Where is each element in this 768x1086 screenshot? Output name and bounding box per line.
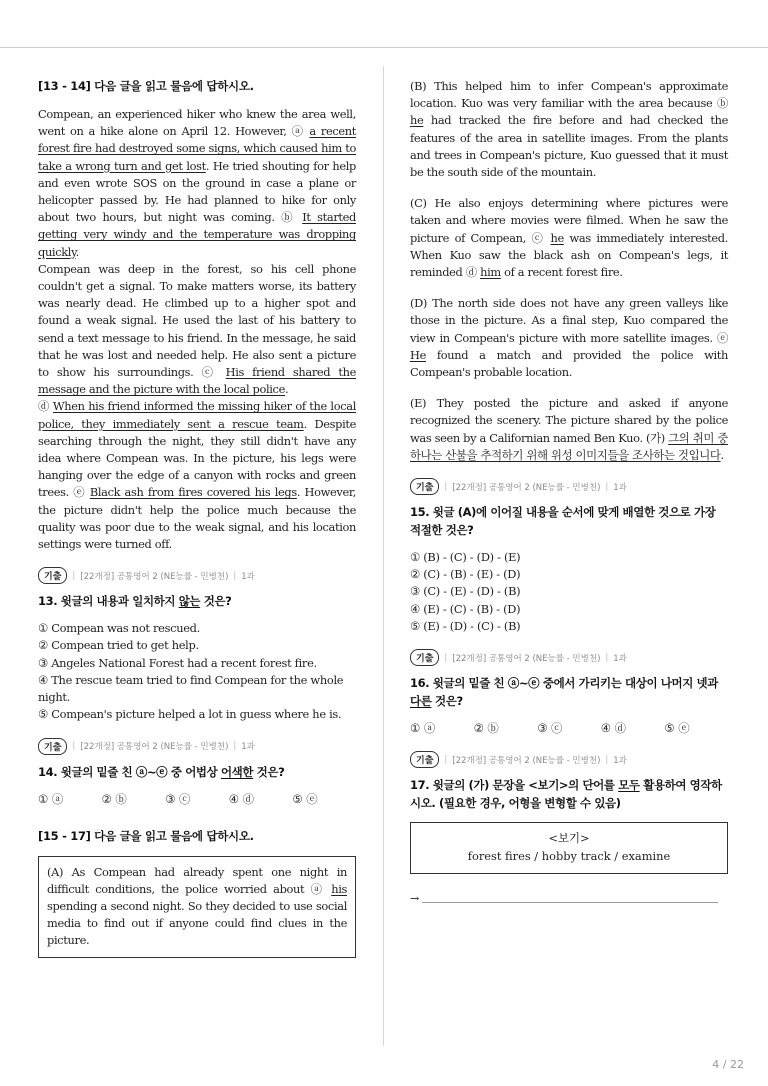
q16-option-1[interactable]: ① ⓐ <box>410 721 436 736</box>
passage-paragraph-c: (C) He also enjoys determining where pictures were taken and where movies were filmed. When he saw the picture of Compean, ⓒ he was immediately interested. When Kuo saw the black ash on Compean's legs, it reminded ⓓ him of a recent forest fire. <box>410 196 728 280</box>
underline-b: It started getting very windy and the temperature was dropping quickly <box>38 210 356 259</box>
q13-option-1[interactable]: ① Compean was not rescued. <box>38 621 200 636</box>
q16-options <box>410 720 728 737</box>
passage-paragraph-3: ⓓ When his friend informed the missing hiker of the local police, they immediately sent a rescue team. Despite searching through the night, they still didn't have any idea where Compean was. In the picture, his legs were hanging over the edge of a canyon with rocks and green trees. ⓔ Black ash from fires covered his legs. However, the picture didn't help the police much because the quality was poor due to the weak signal, and his location settings were turned off. <box>38 399 356 552</box>
answer-line[interactable] <box>410 892 728 905</box>
q14-option-5[interactable]: ⑤ ⓔ <box>292 791 318 806</box>
q14-option-2[interactable]: ② ⓑ <box>101 791 127 806</box>
section-header-13-14: [13 - 14] 다음 글을 읽고 물음에 답하시오. <box>38 79 254 93</box>
header-divider <box>0 47 768 48</box>
bogi-title: <보기> <box>548 831 590 846</box>
bogi-box <box>410 822 728 874</box>
q13-option-5[interactable]: ⑤ Compean's picture helped a lot in guess where he is. <box>38 707 342 722</box>
q14-option-1[interactable]: ① ⓐ <box>38 791 64 806</box>
q16-option-4[interactable]: ④ ⓓ <box>600 721 627 736</box>
passage-paragraph-e: (E) They posted the picture and asked if anyone recognized the scenery. The picture shared by the police was seen by a Californian named Ben Kuo. (가) 그의 취미 중 하나는 산불을 추적하기 위해 위성 이미지들을 조사하는 것입니다. <box>410 396 728 462</box>
source-text: [22개정] 공통영어 2 (NE능률 - 민병천) <box>452 755 601 766</box>
passage-paragraph-2: Compean was deep in the forest, so his cell phone couldn't get a signal. To make matters worse, its battery was nearly dead. He climbed up to a higher spot and found a weak signal. He used the last of his battery to send a text message to his friend. In the message, he said that he was lost and needed help. He also sent a picture to show his surroundings. ⓒ His friend shared the message and the picture with the local police. <box>38 261 357 397</box>
tag-badge: 기출 <box>38 567 67 584</box>
lesson-text: 1과 <box>613 653 627 664</box>
source-line-q16: 기출 | [22개정] 공통영어 2 (NE능률 - 민병천) | 1과 <box>410 649 728 666</box>
source-text: [22개정] 공통영어 2 (NE능률 - 민병천) <box>80 742 229 752</box>
tag-badge: 기출 <box>38 738 67 755</box>
source-line-q14: 기출 | [22개정] 공통영어 2 (NE능률 - 민병천) | 1과 <box>38 738 356 755</box>
question-15: 15. 윗글 (A)에 이어질 내용을 순서에 맞게 배열한 것으로 가장 적절한 것은? <box>410 505 716 538</box>
question-14: 14. 윗글의 밑줄 친 ⓐ~ⓔ 중 어법상 어색한 것은? <box>38 764 285 779</box>
tag-badge: 기출 <box>410 649 439 666</box>
source-line-q17: 기출 | [22개정] 공통영어 2 (NE능률 - 민병천) | 1과 <box>410 751 728 768</box>
q16-option-2[interactable]: ② ⓑ <box>473 721 499 736</box>
left-column <box>38 78 356 958</box>
question-13: 13. 윗글의 내용과 일치하지 않는 것은? <box>38 594 232 609</box>
right-column <box>410 78 728 905</box>
underline-d: When his friend informed the missing hiker of the local police, they immediately sent a rescue team <box>38 399 356 431</box>
section-header-15-17: [15 - 17] 다음 글을 읽고 물음에 답하시오. <box>38 828 254 843</box>
passage-paragraph-b: (B) This helped him to infer Compean's approximate location. Kuo was very familiar with the area because ⓑ he had tracked the fire before and had checked the features of the area in satellite images. From the plants and trees in Compean's picture, Kuo guessed that it must be the south side of the mountain. <box>410 79 728 180</box>
lesson-text: 1과 <box>241 571 255 582</box>
q13-option-3[interactable]: ③ Angeles National Forest had a recent forest fire. <box>38 655 317 670</box>
q15-option-4[interactable]: ④ (E) - (C) - (B) - (D) <box>410 601 521 616</box>
page-number: 4 / 22 <box>712 1058 744 1071</box>
q13-option-4[interactable]: ④ The rescue team tried to find Compean for the whole night. <box>38 672 344 705</box>
source-text: [22개정] 공통영어 2 (NE능률 - 민병천) <box>452 482 601 493</box>
question-17: 17. 윗글의 (가) 문장을 <보기>의 단어를 모두 활용하여 영작하시오. (필요한 경우, 어형을 변형할 수 있음) <box>410 778 722 811</box>
q15-option-3[interactable]: ③ (C) - (E) - (D) - (B) <box>410 584 521 599</box>
source-text: [22개정] 공통영어 2 (NE능률 - 민병천) <box>452 653 601 664</box>
passage-box-a: (A) As Compean had already spent one night in difficult conditions, the police worried about ⓐ his spending a second night. So they decided to use social media to find out if anyone could find clues in the picture. <box>38 856 356 958</box>
source-line-q13: 기출 | [22개정] 공통영어 2 (NE능률 - 민병천) | 1과 <box>38 567 356 584</box>
q14-option-4[interactable]: ④ ⓓ <box>228 791 255 806</box>
q15-option-2[interactable]: ② (C) - (B) - (E) - (D) <box>410 567 521 582</box>
tag-badge: 기출 <box>410 478 439 495</box>
source-text: [22개정] 공통영어 2 (NE능률 - 민병천) <box>80 571 229 582</box>
q14-options <box>38 791 356 808</box>
bogi-words: forest fires / hobby track / examine <box>467 849 671 864</box>
q13-option-2[interactable]: ② Compean tried to get help. <box>38 638 199 653</box>
passage-paragraph-d: (D) The north side does not have any green valleys like those in the picture. As a final step, Kuo compared the view in Compean's picture with more satellite images. ⓔ He found a match and provided the police with Compean's probable location. <box>410 296 728 380</box>
lesson-text: 1과 <box>613 482 627 493</box>
lesson-text: 1과 <box>613 755 627 766</box>
q16-option-5[interactable]: ⑤ ⓔ <box>664 721 690 736</box>
arrow-icon: → <box>410 892 420 906</box>
source-line-q15: 기출 | [22개정] 공통영어 2 (NE능률 - 민병천) | 1과 <box>410 478 728 495</box>
q16-option-3[interactable]: ③ ⓒ <box>537 721 563 736</box>
underline-e: Black ash from fires covered his legs <box>89 485 297 500</box>
question-16: 16. 윗글의 밑줄 친 ⓐ~ⓔ 중에서 가리키는 대상이 나머지 넷과 다른 것은? <box>410 676 718 709</box>
underline-c: His friend shared the message and the picture with the local police <box>38 365 357 397</box>
q15-option-1[interactable]: ① (B) - (C) - (D) - (E) <box>410 550 521 565</box>
underline-a: a recent forest fire had destroyed some signs, which caused him to take a wrong turn and get lost <box>38 124 356 173</box>
passage-paragraph-1: Compean, an experienced hiker who knew the area well, went on a hike alone on April 12. However, ⓐ a recent forest fire had destroyed some signs, which caused him to take a wrong turn and get lost. He tried shouting for help and even wrote SOS on the ground in case a plane or helicopter passed by. He had planned to hike for only about two hours, but night was coming. ⓑ It started getting very windy and the temperature was dropping quickly. <box>38 107 356 259</box>
q15-option-5[interactable]: ⑤ (E) - (D) - (C) - (B) <box>410 618 521 633</box>
q14-option-3[interactable]: ③ ⓒ <box>165 791 191 806</box>
tag-badge: 기출 <box>410 751 439 768</box>
column-divider <box>383 66 384 1046</box>
lesson-text: 1과 <box>241 742 255 752</box>
answer-blank[interactable] <box>422 902 718 903</box>
underline-a2: his <box>331 881 347 896</box>
